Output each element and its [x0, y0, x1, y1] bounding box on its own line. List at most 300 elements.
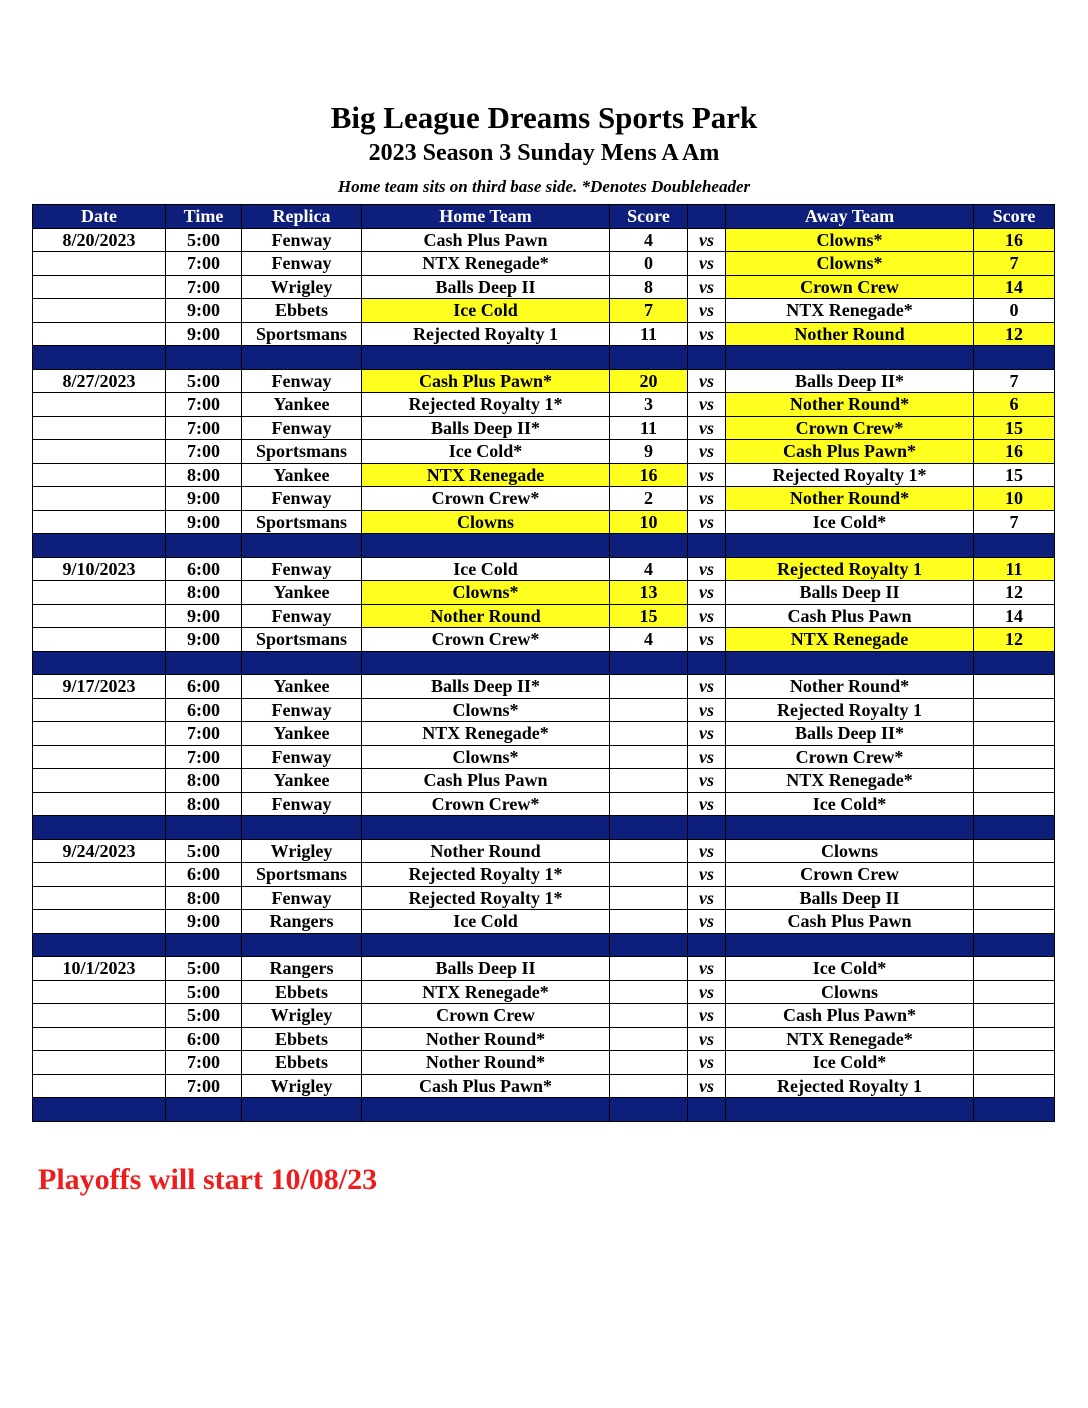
away-score-cell	[974, 863, 1055, 887]
home-score-cell	[610, 675, 688, 699]
season-subtitle: 2023 Season 3 Sunday Mens A Am	[368, 140, 720, 166]
home-score-cell	[610, 839, 688, 863]
vs-cell: vs	[688, 839, 726, 863]
separator-cell	[688, 933, 726, 957]
game-row	[33, 1027, 1055, 1051]
separator-cell	[974, 816, 1055, 840]
away-score-cell: 12	[974, 581, 1055, 605]
week-separator-row	[33, 651, 1055, 675]
home-team-cell: Clowns	[362, 510, 610, 534]
separator-cell	[33, 346, 166, 370]
separator-cell	[362, 816, 610, 840]
home-team-cell: Rejected Royalty 1	[362, 322, 610, 346]
away-score-cell: 16	[974, 228, 1055, 252]
time-cell: 5:00	[166, 839, 242, 863]
away-score-cell	[974, 839, 1055, 863]
time-cell: 7:00	[166, 275, 242, 299]
home-team-cell: Balls Deep II*	[362, 416, 610, 440]
vs-cell: vs	[688, 1051, 726, 1075]
column-header-home-score: Score	[610, 205, 688, 229]
separator-cell	[610, 816, 688, 840]
time-cell: 7:00	[166, 416, 242, 440]
home-team-cell: Clowns*	[362, 581, 610, 605]
game-row	[33, 510, 1055, 534]
away-team-cell: Crown Crew	[726, 863, 974, 887]
home-score-cell	[610, 792, 688, 816]
game-row	[33, 769, 1055, 793]
field-cell: Sportsmans	[242, 440, 362, 464]
separator-cell	[166, 651, 242, 675]
away-team-cell: Balls Deep II	[726, 581, 974, 605]
date-cell	[33, 1074, 166, 1098]
home-team-cell: Rejected Royalty 1*	[362, 393, 610, 417]
away-score-cell	[974, 1074, 1055, 1098]
field-cell: Sportsmans	[242, 863, 362, 887]
field-cell: Fenway	[242, 228, 362, 252]
vs-cell: vs	[688, 675, 726, 699]
column-header-date: Date	[33, 205, 166, 229]
home-score-cell: 15	[610, 604, 688, 628]
away-team-cell: Crown Crew	[726, 275, 974, 299]
away-team-cell: Ice Cold*	[726, 510, 974, 534]
vs-cell: vs	[688, 581, 726, 605]
away-score-cell	[974, 722, 1055, 746]
away-score-cell	[974, 745, 1055, 769]
game-row	[33, 252, 1055, 276]
date-cell	[33, 393, 166, 417]
home-score-cell	[610, 769, 688, 793]
field-cell: Wrigley	[242, 839, 362, 863]
away-team-cell: Cash Plus Pawn*	[726, 1004, 974, 1028]
home-score-cell: 7	[610, 299, 688, 323]
home-team-cell: Nother Round*	[362, 1027, 610, 1051]
home-team-cell: Crown Crew*	[362, 628, 610, 652]
time-cell: 5:00	[166, 957, 242, 981]
game-row	[33, 910, 1055, 934]
separator-cell	[726, 534, 974, 558]
home-team-cell: Crown Crew*	[362, 487, 610, 511]
time-cell: 5:00	[166, 369, 242, 393]
time-cell: 7:00	[166, 440, 242, 464]
away-score-cell: 16	[974, 440, 1055, 464]
field-cell: Fenway	[242, 604, 362, 628]
home-team-cell: Crown Crew*	[362, 792, 610, 816]
home-team-cell: Balls Deep II	[362, 275, 610, 299]
game-row	[33, 1074, 1055, 1098]
away-score-cell: 11	[974, 557, 1055, 581]
date-cell	[33, 463, 166, 487]
away-team-cell: Clowns*	[726, 252, 974, 276]
date-cell	[33, 1004, 166, 1028]
field-cell: Fenway	[242, 745, 362, 769]
field-cell: Yankee	[242, 393, 362, 417]
away-score-cell	[974, 1004, 1055, 1028]
time-cell: 6:00	[166, 675, 242, 699]
week-separator-row	[33, 933, 1055, 957]
away-score-cell	[974, 957, 1055, 981]
home-score-cell: 8	[610, 275, 688, 299]
home-score-cell: 11	[610, 416, 688, 440]
game-row	[33, 675, 1055, 699]
home-score-cell	[610, 1051, 688, 1075]
home-score-cell: 16	[610, 463, 688, 487]
field-cell: Wrigley	[242, 1074, 362, 1098]
time-cell: 6:00	[166, 1027, 242, 1051]
away-team-cell: Rejected Royalty 1	[726, 698, 974, 722]
separator-cell	[362, 1098, 610, 1122]
time-cell: 6:00	[166, 557, 242, 581]
date-cell	[33, 769, 166, 793]
away-team-cell: Ice Cold*	[726, 1051, 974, 1075]
field-cell: Sportsmans	[242, 322, 362, 346]
away-score-cell	[974, 1027, 1055, 1051]
home-score-cell: 10	[610, 510, 688, 534]
week-separator-row	[33, 346, 1055, 370]
separator-cell	[362, 933, 610, 957]
game-row	[33, 1004, 1055, 1028]
away-score-cell	[974, 886, 1055, 910]
time-cell: 5:00	[166, 228, 242, 252]
time-cell: 7:00	[166, 393, 242, 417]
home-score-cell: 4	[610, 228, 688, 252]
separator-cell	[610, 346, 688, 370]
home-score-cell	[610, 910, 688, 934]
vs-cell: vs	[688, 769, 726, 793]
vs-cell: vs	[688, 1004, 726, 1028]
time-cell: 9:00	[166, 487, 242, 511]
column-header-home-team: Home Team	[362, 205, 610, 229]
vs-cell: vs	[688, 487, 726, 511]
separator-cell	[974, 346, 1055, 370]
separator-cell	[974, 651, 1055, 675]
away-score-cell	[974, 1051, 1055, 1075]
away-team-cell: Nother Round*	[726, 487, 974, 511]
separator-cell	[974, 1098, 1055, 1122]
away-team-cell: Clowns	[726, 980, 974, 1004]
separator-cell	[33, 816, 166, 840]
date-cell: 9/10/2023	[33, 557, 166, 581]
game-row	[33, 416, 1055, 440]
vs-cell: vs	[688, 393, 726, 417]
away-score-cell: 14	[974, 275, 1055, 299]
date-cell	[33, 581, 166, 605]
field-cell: Wrigley	[242, 275, 362, 299]
game-row	[33, 487, 1055, 511]
field-cell: Fenway	[242, 792, 362, 816]
date-cell: 8/20/2023	[33, 228, 166, 252]
time-cell: 9:00	[166, 628, 242, 652]
game-row	[33, 369, 1055, 393]
away-team-cell: Clowns	[726, 839, 974, 863]
schedule-table	[32, 204, 1055, 1122]
home-score-cell	[610, 863, 688, 887]
date-cell	[33, 628, 166, 652]
field-cell: Ebbets	[242, 1027, 362, 1051]
home-team-cell: Ice Cold	[362, 557, 610, 581]
field-cell: Fenway	[242, 252, 362, 276]
vs-cell: vs	[688, 299, 726, 323]
home-team-cell: Balls Deep II	[362, 957, 610, 981]
game-row	[33, 863, 1055, 887]
time-cell: 9:00	[166, 510, 242, 534]
home-score-cell	[610, 886, 688, 910]
time-cell: 8:00	[166, 463, 242, 487]
separator-cell	[33, 933, 166, 957]
game-row	[33, 440, 1055, 464]
date-cell	[33, 440, 166, 464]
away-score-cell: 7	[974, 369, 1055, 393]
field-cell: Fenway	[242, 886, 362, 910]
date-cell	[33, 980, 166, 1004]
vs-cell: vs	[688, 557, 726, 581]
game-row	[33, 581, 1055, 605]
header-row	[33, 205, 1055, 229]
schedule-body	[33, 228, 1055, 1121]
separator-cell	[688, 651, 726, 675]
away-score-cell: 15	[974, 416, 1055, 440]
week-separator-row	[33, 534, 1055, 558]
field-cell: Sportsmans	[242, 628, 362, 652]
game-row	[33, 722, 1055, 746]
time-cell: 6:00	[166, 863, 242, 887]
date-cell: 10/1/2023	[33, 957, 166, 981]
game-row	[33, 698, 1055, 722]
separator-cell	[610, 651, 688, 675]
date-cell: 9/17/2023	[33, 675, 166, 699]
separator-cell	[688, 346, 726, 370]
column-header-away-team: Away Team	[726, 205, 974, 229]
game-row	[33, 393, 1055, 417]
home-team-cell: NTX Renegade*	[362, 722, 610, 746]
home-team-cell: Rejected Royalty 1*	[362, 863, 610, 887]
field-cell: Fenway	[242, 698, 362, 722]
vs-cell: vs	[688, 980, 726, 1004]
vs-cell: vs	[688, 886, 726, 910]
vs-cell: vs	[688, 228, 726, 252]
home-score-cell	[610, 1027, 688, 1051]
vs-cell: vs	[688, 698, 726, 722]
away-team-cell: Rejected Royalty 1	[726, 1074, 974, 1098]
vs-cell: vs	[688, 322, 726, 346]
vs-cell: vs	[688, 863, 726, 887]
separator-cell	[610, 933, 688, 957]
separator-cell	[242, 933, 362, 957]
schedule-note: Home team sits on third base side. *Denotes Doubleheader	[337, 177, 751, 196]
away-score-cell: 15	[974, 463, 1055, 487]
home-score-cell: 13	[610, 581, 688, 605]
home-team-cell: Cash Plus Pawn*	[362, 369, 610, 393]
separator-cell	[610, 1098, 688, 1122]
date-cell: 8/27/2023	[33, 369, 166, 393]
separator-cell	[166, 346, 242, 370]
home-score-cell: 3	[610, 393, 688, 417]
game-row	[33, 886, 1055, 910]
away-score-cell	[974, 910, 1055, 934]
home-team-cell: Ice Cold	[362, 910, 610, 934]
separator-cell	[242, 1098, 362, 1122]
separator-cell	[726, 1098, 974, 1122]
separator-cell	[688, 534, 726, 558]
separator-cell	[974, 534, 1055, 558]
field-cell: Fenway	[242, 557, 362, 581]
away-team-cell: Crown Crew*	[726, 416, 974, 440]
time-cell: 8:00	[166, 581, 242, 605]
game-row	[33, 745, 1055, 769]
field-cell: Ebbets	[242, 299, 362, 323]
time-cell: 9:00	[166, 910, 242, 934]
date-cell	[33, 1027, 166, 1051]
away-team-cell: Balls Deep II*	[726, 369, 974, 393]
field-cell: Ebbets	[242, 980, 362, 1004]
home-team-cell: Cash Plus Pawn	[362, 769, 610, 793]
separator-cell	[726, 651, 974, 675]
away-team-cell: Balls Deep II*	[726, 722, 974, 746]
home-score-cell: 2	[610, 487, 688, 511]
column-header-away-score: Score	[974, 205, 1055, 229]
home-score-cell: 9	[610, 440, 688, 464]
home-team-cell: Crown Crew	[362, 1004, 610, 1028]
home-team-cell: Rejected Royalty 1*	[362, 886, 610, 910]
vs-cell: vs	[688, 416, 726, 440]
time-cell: 6:00	[166, 698, 242, 722]
home-team-cell: Ice Cold*	[362, 440, 610, 464]
away-team-cell: Rejected Royalty 1	[726, 557, 974, 581]
separator-cell	[242, 651, 362, 675]
away-score-cell	[974, 792, 1055, 816]
separator-cell	[362, 534, 610, 558]
game-row	[33, 628, 1055, 652]
separator-cell	[242, 816, 362, 840]
vs-cell: vs	[688, 1027, 726, 1051]
vs-cell: vs	[688, 628, 726, 652]
home-team-cell: Balls Deep II*	[362, 675, 610, 699]
separator-cell	[166, 534, 242, 558]
vs-cell: vs	[688, 440, 726, 464]
away-score-cell	[974, 675, 1055, 699]
time-cell: 9:00	[166, 299, 242, 323]
home-team-cell: Cash Plus Pawn	[362, 228, 610, 252]
time-cell: 8:00	[166, 792, 242, 816]
vs-cell: vs	[688, 957, 726, 981]
vs-cell: vs	[688, 604, 726, 628]
home-team-cell: Nother Round*	[362, 1051, 610, 1075]
away-team-cell: NTX Renegade*	[726, 299, 974, 323]
date-cell	[33, 510, 166, 534]
home-score-cell	[610, 1074, 688, 1098]
separator-cell	[33, 1098, 166, 1122]
time-cell: 5:00	[166, 1004, 242, 1028]
away-score-cell: 12	[974, 322, 1055, 346]
field-cell: Fenway	[242, 487, 362, 511]
home-score-cell	[610, 957, 688, 981]
home-team-cell: NTX Renegade*	[362, 980, 610, 1004]
separator-cell	[242, 534, 362, 558]
separator-cell	[974, 933, 1055, 957]
home-score-cell: 20	[610, 369, 688, 393]
away-score-cell: 14	[974, 604, 1055, 628]
away-team-cell: Nother Round	[726, 322, 974, 346]
date-cell	[33, 252, 166, 276]
time-cell: 5:00	[166, 980, 242, 1004]
home-score-cell: 11	[610, 322, 688, 346]
separator-cell	[166, 933, 242, 957]
away-score-cell: 12	[974, 628, 1055, 652]
away-team-cell: Clowns*	[726, 228, 974, 252]
field-cell: Ebbets	[242, 1051, 362, 1075]
home-team-cell: Nother Round	[362, 839, 610, 863]
away-team-cell: Cash Plus Pawn	[726, 910, 974, 934]
field-cell: Wrigley	[242, 1004, 362, 1028]
time-cell: 7:00	[166, 722, 242, 746]
field-cell: Yankee	[242, 675, 362, 699]
away-score-cell: 6	[974, 393, 1055, 417]
away-team-cell: NTX Renegade	[726, 628, 974, 652]
separator-cell	[688, 1098, 726, 1122]
home-score-cell	[610, 722, 688, 746]
away-score-cell	[974, 698, 1055, 722]
game-row	[33, 839, 1055, 863]
vs-cell: vs	[688, 463, 726, 487]
away-team-cell: NTX Renegade*	[726, 769, 974, 793]
game-row	[33, 322, 1055, 346]
vs-cell: vs	[688, 252, 726, 276]
column-header-time: Time	[166, 205, 242, 229]
away-score-cell	[974, 980, 1055, 1004]
field-cell: Yankee	[242, 769, 362, 793]
field-cell: Yankee	[242, 463, 362, 487]
separator-cell	[362, 346, 610, 370]
field-cell: Rangers	[242, 957, 362, 981]
away-score-cell: 7	[974, 252, 1055, 276]
separator-cell	[688, 816, 726, 840]
vs-cell: vs	[688, 369, 726, 393]
date-cell	[33, 487, 166, 511]
game-row	[33, 275, 1055, 299]
playoffs-notice: Playoffs will start 10/08/23	[38, 1163, 378, 1196]
home-team-cell: NTX Renegade	[362, 463, 610, 487]
home-score-cell	[610, 698, 688, 722]
date-cell	[33, 792, 166, 816]
away-score-cell: 0	[974, 299, 1055, 323]
home-score-cell	[610, 980, 688, 1004]
game-row	[33, 980, 1055, 1004]
separator-cell	[726, 816, 974, 840]
away-team-cell: Cash Plus Pawn*	[726, 440, 974, 464]
separator-cell	[166, 1098, 242, 1122]
game-row	[33, 1051, 1055, 1075]
time-cell: 7:00	[166, 1051, 242, 1075]
game-row	[33, 228, 1055, 252]
home-score-cell: 0	[610, 252, 688, 276]
date-cell	[33, 745, 166, 769]
time-cell: 7:00	[166, 252, 242, 276]
away-team-cell: Ice Cold*	[726, 792, 974, 816]
home-score-cell: 4	[610, 628, 688, 652]
date-cell	[33, 698, 166, 722]
game-row	[33, 604, 1055, 628]
away-team-cell: Rejected Royalty 1*	[726, 463, 974, 487]
away-team-cell: Balls Deep II	[726, 886, 974, 910]
vs-cell: vs	[688, 275, 726, 299]
date-cell: 9/24/2023	[33, 839, 166, 863]
time-cell: 7:00	[166, 1074, 242, 1098]
away-score-cell: 10	[974, 487, 1055, 511]
date-cell	[33, 863, 166, 887]
separator-cell	[610, 534, 688, 558]
separator-cell	[726, 933, 974, 957]
away-team-cell: NTX Renegade*	[726, 1027, 974, 1051]
home-team-cell: Ice Cold	[362, 299, 610, 323]
